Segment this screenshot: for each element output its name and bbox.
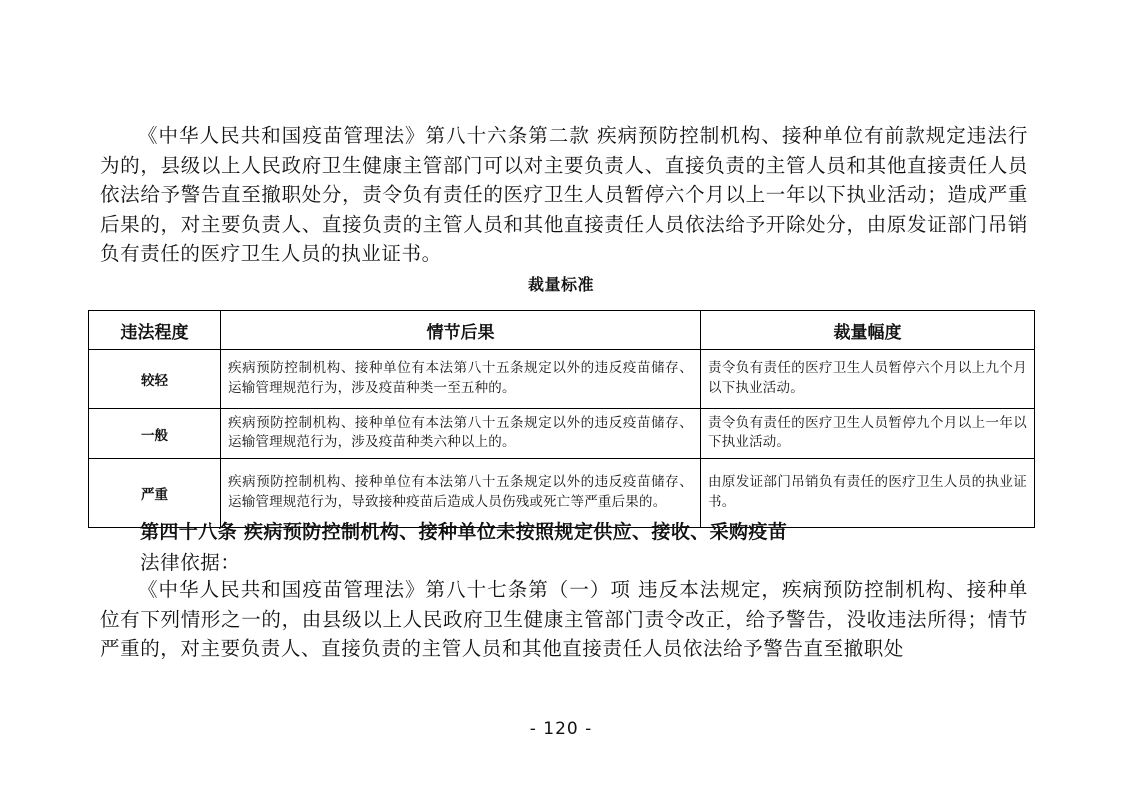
circumstance-cell: 疾病预防控制机构、接种单位有本法第八十五条规定以外的违反疫苗储存、运输管理规范行为，导致接种疫苗后造成人员伤残或死亡等严重后果的。 [221,459,701,528]
circumstance-cell: 疾病预防控制机构、接种单位有本法第八十五条规定以外的违反疫苗储存、运输管理规范行为，涉及疫苗种类六种以上的。 [221,409,701,459]
table-caption: 裁量标准 [527,275,594,294]
penalty-cell: 由原发证部门吊销负有责任的医疗卫生人员的执业证书。 [701,459,1035,528]
page-number: - 120 - [529,719,593,739]
violation-level: 较轻 [89,350,221,409]
violation-level: 严重 [89,459,221,528]
table-row [89,409,1035,459]
legal-basis-label: 法律依据： [140,551,241,574]
article-heading: 第四十八条 疾病预防控制机构、接种单位未按照规定供应、接收、采购疫苗 [140,521,788,543]
table-header-row [89,311,1035,350]
legal-text-paragraph: 《中华人民共和国疫苗管理法》第八十六条第二款 疾病预防控制机构、接种单位有前款规定违法行为的，县级以上人民政府卫生健康主管部门可以对主要负责人、直接负责的主管人员和其他直接责任人员依法给予警告直至撤职处分，责令负有责任的医疗卫生人员暂停六个月以上一年以下执业活动；造成严重后果的，对主要负责人、直接负责的主管人员和其他直接责任人员依法给予开除处分，由原发证部门吊销负有责任的医疗卫生人员的执业证书。 [100,124,1028,265]
header-penalty-range: 裁量幅度 [701,311,1035,350]
violation-level: 一般 [89,409,221,459]
header-circumstance: 情节后果 [221,311,701,350]
legal-text-paragraph: 《中华人民共和国疫苗管理法》第八十七条第（一）项 违反本法规定，疾病预防控制机构、接种单位有下列情形之一的，由县级以上人民政府卫生健康主管部门责令改正，给予警告，没收违法所得；情节严重的，对主要负责人、直接负责的主管人员和其他直接责任人员依法给予警告直至撤职处 [100,578,1028,660]
circumstance-cell: 疾病预防控制机构、接种单位有本法第八十五条规定以外的违反疫苗储存、运输管理规范行为，涉及疫苗种类一至五种的。 [221,350,701,409]
penalty-cell: 责令负有责任的医疗卫生人员暂停九个月以上一年以下执业活动。 [701,409,1035,459]
header-violation-degree: 违法程度 [89,311,221,350]
discretion-standard-table [88,310,1035,528]
penalty-cell: 责令负有责任的医疗卫生人员暂停六个月以上九个月以下执业活动。 [701,350,1035,409]
table-row [89,350,1035,409]
